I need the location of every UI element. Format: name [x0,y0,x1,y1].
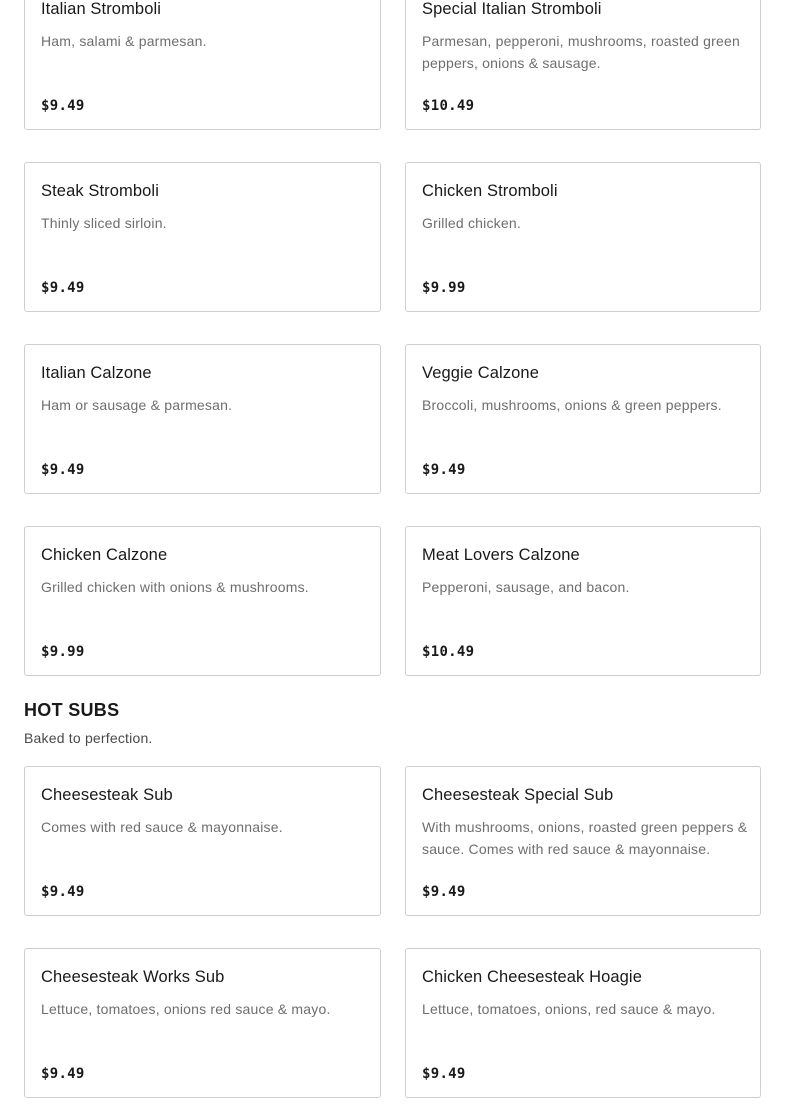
menu-item-card[interactable] [405,0,761,130]
menu-item-card[interactable] [24,162,381,312]
menu-item-description: Parmesan, pepperoni, mushrooms, roasted green peppers, onions & sausage. [422,33,740,71]
menu-item-description: Lettuce, tomatoes, onions red sauce & mayo. [41,1001,331,1017]
menu-item-name: Cheesesteak Sub [41,786,173,804]
menu-item-price: $9.49 [41,1066,85,1082]
menu-item-description: Broccoli, mushrooms, onions & green peppers. [422,397,722,413]
menu-item-name: Veggie Calzone [422,364,539,382]
menu-item-card[interactable] [405,526,761,676]
menu-item-price: $9.49 [41,280,85,296]
menu-item-name: Chicken Calzone [41,546,168,564]
menu-item-description: Comes with red sauce & mayonnaise. [41,819,283,835]
menu-item-card[interactable] [405,766,761,916]
menu-item-description: With mushrooms, onions, roasted green peppers & sauce. Comes with red sauce & mayonnaise. [422,819,748,857]
menu-item-card[interactable] [24,0,381,130]
menu-item-name: Cheesesteak Special Sub [422,786,614,804]
menu-item-card[interactable] [24,526,381,676]
menu-item-name: Chicken Cheesesteak Hoagie [422,968,642,986]
menu-item-name: Chicken Stromboli [422,182,558,200]
menu-item-name: Italian Stromboli [41,0,162,18]
menu-item-description: Thinly sliced sirloin. [41,215,167,231]
menu-item-card[interactable] [24,766,381,916]
menu-item-description: Grilled chicken with onions & mushrooms. [41,579,309,595]
menu-item-price: $9.49 [41,884,85,900]
menu-item-price: $10.49 [422,98,475,114]
menu-item-price: $9.99 [41,644,85,660]
menu-item-price: $10.49 [422,644,475,660]
menu-item-price: $9.99 [422,280,466,296]
menu-item-description: Grilled chicken. [422,215,521,231]
section-subtitle: Baked to perfection. [24,730,153,746]
menu-item-card[interactable] [24,344,381,494]
menu-item-card[interactable] [24,948,381,1098]
menu-item-card[interactable] [405,948,761,1098]
menu-item-price: $9.49 [41,98,85,114]
menu-item-price: $9.49 [422,462,466,478]
menu-item-name: Special Italian Stromboli [422,0,602,18]
menu-item-price: $9.49 [422,884,466,900]
menu-item-name: Meat Lovers Calzone [422,546,580,564]
menu-item-description: Ham, salami & parmesan. [41,33,207,49]
menu-item-description: Lettuce, tomatoes, onions, red sauce & mayo. [422,1001,716,1017]
menu-item-card[interactable] [405,344,761,494]
menu-item-price: $9.49 [422,1066,466,1082]
section-title: HOT SUBS [24,700,120,720]
menu-item-price: $9.49 [41,462,85,478]
menu-item-description: Pepperoni, sausage, and bacon. [422,579,630,595]
menu-item-description: Ham or sausage & parmesan. [41,397,233,413]
menu-item-name: Italian Calzone [41,364,152,382]
menu-item-name: Steak Stromboli [41,182,159,200]
menu-item-name: Cheesesteak Works Sub [41,968,225,986]
menu-item-card[interactable] [405,162,761,312]
